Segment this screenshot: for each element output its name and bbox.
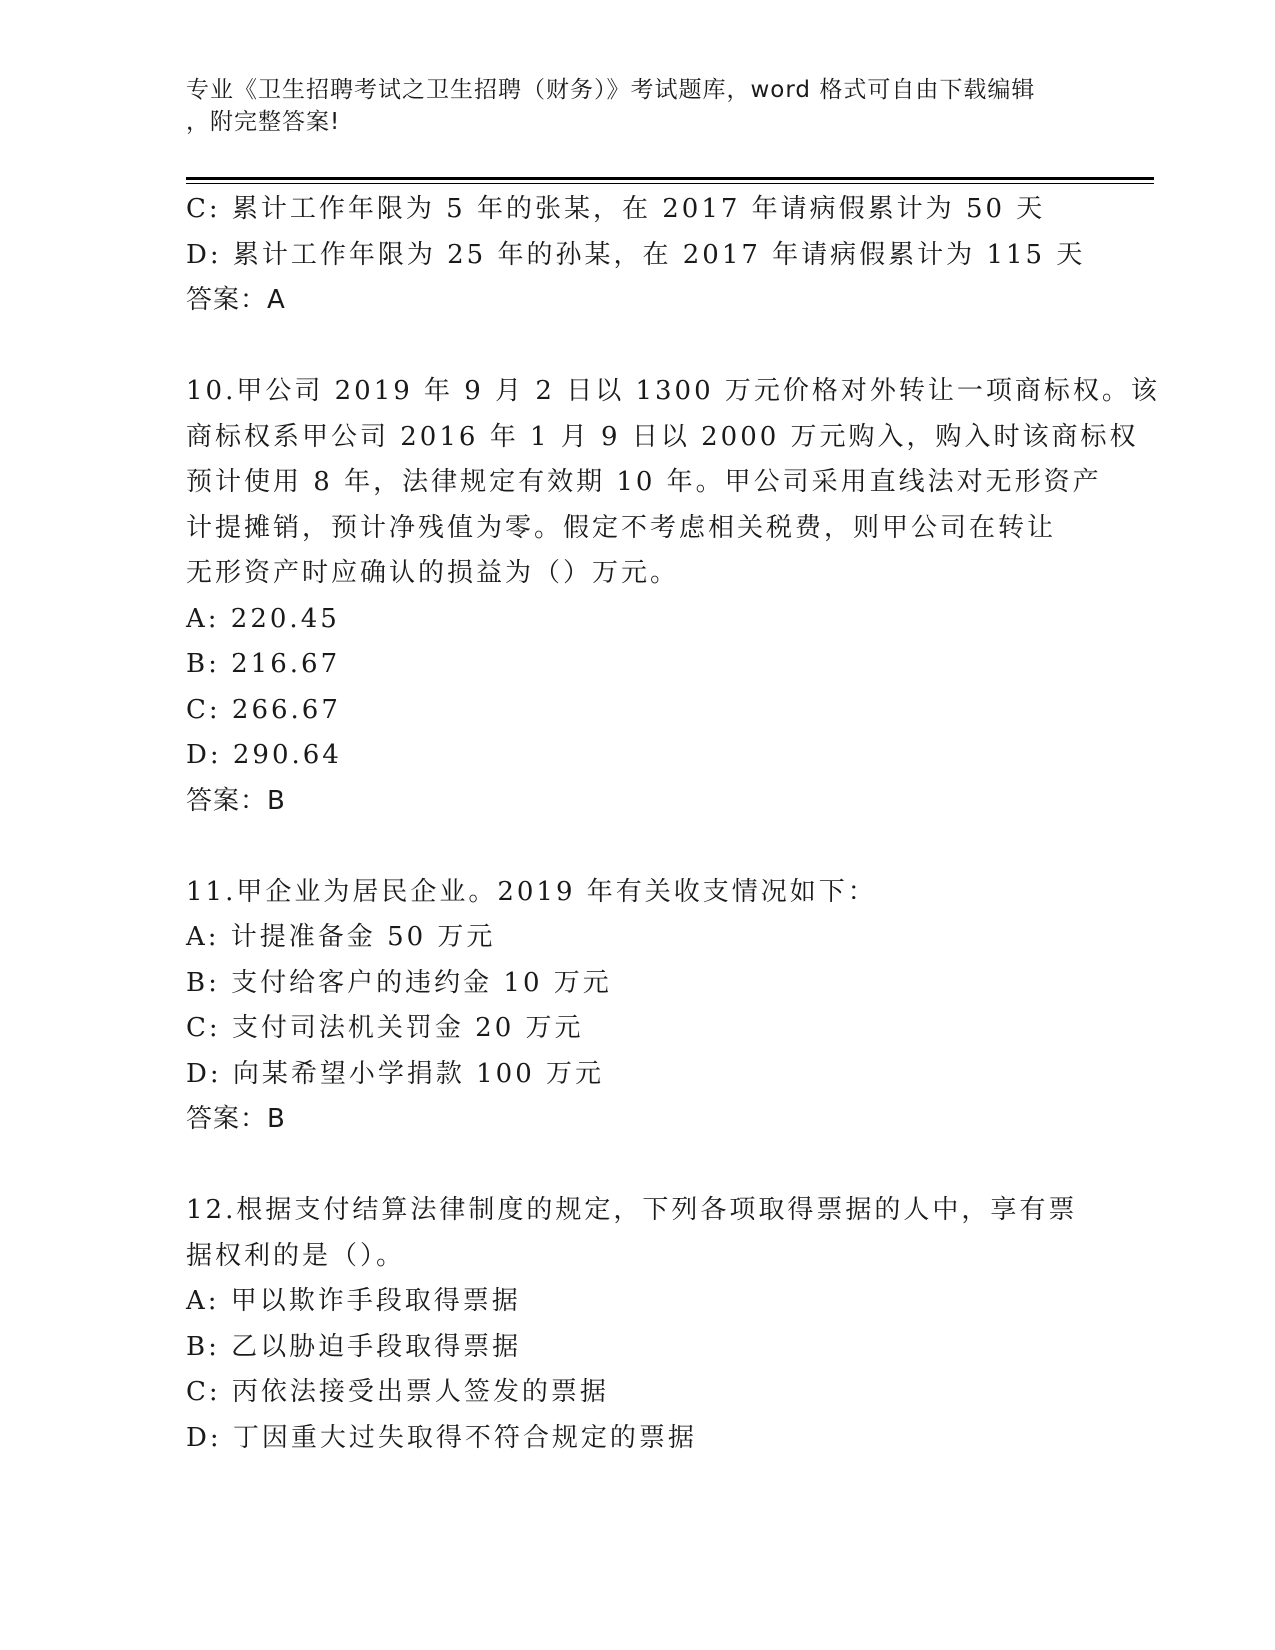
option-a: A: 甲以欺诈手段取得票据 — [186, 1286, 521, 1316]
option-d: D: 累计工作年限为 25 年的孙某，在 2017 年请病假累计为 115 天 — [186, 239, 1086, 270]
question-text-line: 12.根据支付结算法律制度的规定，下列各项取得票据的人中，享有票 — [186, 1195, 1078, 1225]
option-d: D: 丁因重大过失取得不符合规定的票据 — [186, 1422, 697, 1453]
document-header — [186, 74, 1086, 138]
previous-question-tail — [186, 187, 1086, 324]
question-text-line: 11.甲企业为居民企业。2019 年有关收支情况如下： — [186, 876, 877, 907]
option-c: C: 支付司法机关罚金 20 万元 — [186, 1013, 584, 1043]
spacer — [186, 1143, 1086, 1189]
question-text-line: 预计使用 8 年，法律规定有效期 10 年。甲公司采用直线法对无形资产 — [186, 467, 1102, 497]
option-c: C: 累计工作年限为 5 年的张某，在 2017 年请病假累计为 50 天 — [186, 194, 1046, 224]
question-text-line: 计提摊销，预计净残值为零。假定不考虑相关税费，则甲公司在转让 — [186, 512, 1057, 543]
answer: 答案：B — [186, 1104, 286, 1134]
question-11 — [186, 870, 1086, 1143]
header-rule-thin — [186, 183, 1154, 184]
option-d: D: 向某希望小学捐款 100 万元 — [186, 1058, 605, 1089]
question-text-line: 无形资产时应确认的损益为（）万元。 — [186, 558, 680, 588]
spacer — [186, 324, 1086, 370]
option-a: A: 计提准备金 50 万元 — [186, 922, 496, 952]
header-line-1: 专业《卫生招聘考试之卫生招聘（财务）》考试题库，word 格式可自由下载编辑 — [186, 77, 1036, 103]
question-text-line: 据权利的是（）。 — [186, 1240, 406, 1271]
question-12 — [186, 1188, 1086, 1461]
question-text-line: 10.甲公司 2019 年 9 月 2 日以 1300 万元价格对外转让一项商标权。该 — [186, 376, 1160, 406]
header-rule-thick — [186, 177, 1154, 180]
option-b: B: 216.67 — [186, 649, 341, 679]
option-c: C: 266.67 — [186, 694, 341, 725]
answer: 答案：A — [186, 285, 286, 315]
answer: 答案：B — [186, 785, 286, 816]
header-line-2: ，附完整答案! — [186, 109, 341, 135]
question-10 — [186, 369, 1160, 824]
spacer — [186, 824, 1086, 870]
question-text-line: 商标权系甲公司 2016 年 1 月 9 日以 2000 万元购入，购入时该商标权 — [186, 421, 1139, 452]
option-d: D: 290.64 — [186, 740, 342, 770]
option-b: B: 支付给客户的违约金 10 万元 — [186, 967, 612, 998]
option-c: C: 丙依法接受出票人签发的票据 — [186, 1377, 609, 1407]
document-body — [186, 187, 1160, 1461]
option-b: B: 乙以胁迫手段取得票据 — [186, 1331, 522, 1362]
option-a: A: 220.45 — [186, 603, 340, 634]
